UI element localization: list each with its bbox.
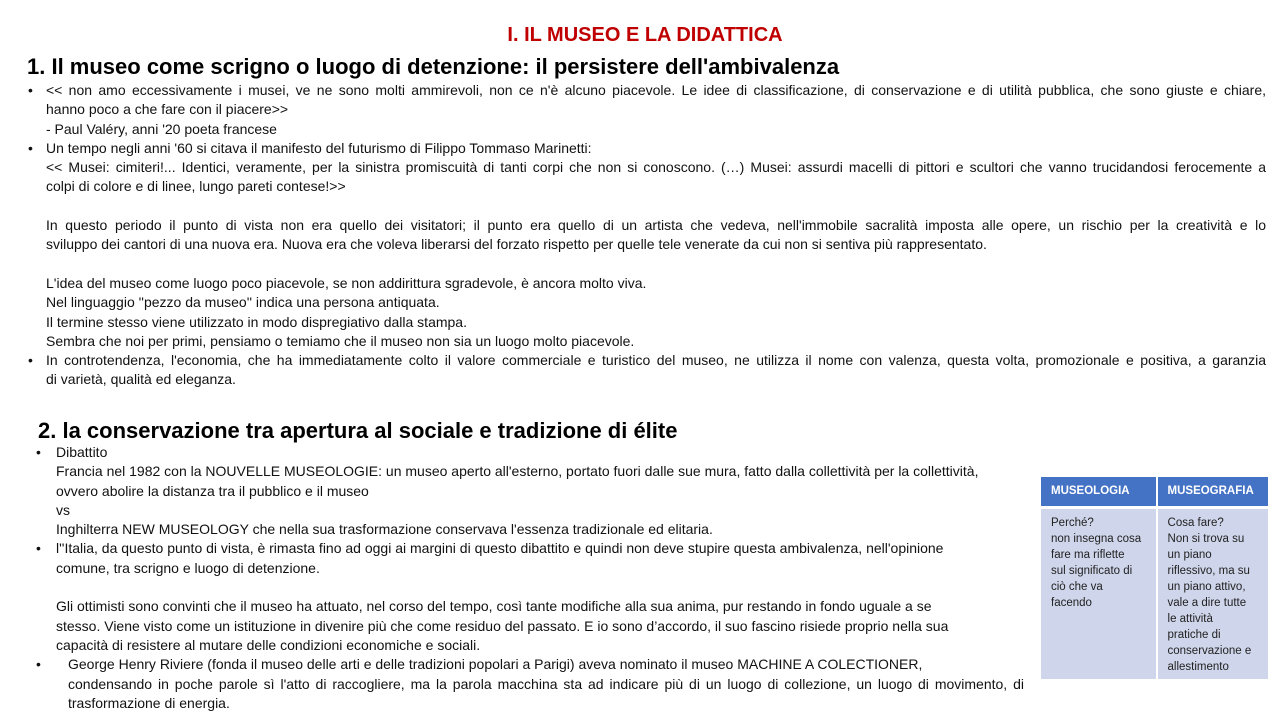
bullet-item [26, 139, 1266, 351]
text-line: colpi di colore e di linee, lungo pareti contese!>> [46, 178, 346, 195]
text-line: hanno poco a che fare con il piacere>> [46, 101, 289, 118]
text-line: di varietà, qualità ed eleganza. [46, 371, 236, 388]
cell-line: conservazione e [1167, 644, 1252, 657]
cell-line: sul significato di [1051, 564, 1133, 577]
section-2-body [34, 443, 1024, 713]
text-line: Nel linguaggio ''pezzo da museo'' indica una persona antiquata. [46, 294, 440, 311]
cell-line: Perché? [1051, 516, 1094, 529]
bullet-icon: • [28, 82, 33, 98]
cell-line: un piano attivo, [1167, 580, 1246, 593]
text-line: vs [56, 501, 70, 518]
text-line: Dibattito [56, 444, 108, 460]
bullet-item [26, 81, 1266, 139]
bullet-icon: • [36, 444, 41, 460]
bullet-item [34, 443, 1024, 539]
blank-line [46, 255, 1266, 274]
bullet-item [34, 539, 1024, 655]
cell-line: Cosa fare? [1167, 516, 1224, 529]
text-line: Il termine stesso viene utilizzato in modo dispregiativo dalla stampa. [46, 313, 467, 330]
text-line: Un tempo negli anni '60 si citava il manifesto del futurismo di Filippo Tommaso Marinetti: [46, 139, 592, 156]
cell-line: vale a dire tutte [1167, 596, 1247, 609]
bullet-icon: • [36, 656, 41, 673]
text-line: Sembra che noi per primi, pensiamo o temiamo che il museo non sia un luogo molto piacevole. [46, 332, 635, 349]
comparison-table [1041, 477, 1268, 679]
cell-line: pratiche di [1167, 628, 1221, 641]
text-line: Inghilterra NEW MUSEOLOGY che nella sua trasformazione conservava l'essenza tradizionale ed elitaria. [56, 521, 713, 538]
section-2-heading: 2. la conservazione tra apertura al sociale e tradizione di élite [38, 418, 678, 443]
text-line: Francia nel 1982 con la NOUVELLE MUSEOLOGIE: un museo aperto all'esterno, portato fuori dalle sue mura, fatto dalla collettività per la collettività, [56, 463, 979, 480]
bullet-icon: • [36, 540, 41, 557]
text-line: L'idea del museo come luogo poco piacevole, se non addirittura sgradevole, è ancora molto viva. [46, 274, 647, 291]
cell-line: ciò che va [1051, 580, 1103, 593]
cell-line: riflessivo, ma su [1167, 564, 1250, 577]
bullet-icon: • [28, 139, 33, 156]
header-museologia: MUSEOLOGIA [1041, 477, 1157, 507]
blank-line [46, 197, 1266, 216]
text-line: In controtendenza, l'economia, che ha immediatamente colto il valore commerciale e turistico del museo, ne utilizza il nome con valenza, questa volta, promozionale e positiva, a garanzia [46, 352, 1266, 369]
cell-line: allestimento [1167, 660, 1229, 673]
bullet-item [34, 655, 1024, 713]
cell-line: Non si trova su [1167, 532, 1245, 545]
cell-line: un piano [1167, 548, 1212, 561]
blank-line [56, 578, 1024, 597]
text-line: sviluppo dei cantori di una nuova era. Nuova era che voleva liberarsi del forzato rispetto per quelle tele venerate da cui non si sentiva più rappresentato. [46, 236, 987, 253]
section-1-body [26, 81, 1266, 390]
cell-museografia [1157, 507, 1268, 679]
text-line: condensando in poche parole sì l'atto di raccogliere, ma la parola macchina sta ad indicare più di un luogo di collezione, un luogo di movimento, di [68, 675, 1024, 692]
cell-line: non insegna cosa [1051, 532, 1142, 545]
text-line: << non amo eccessivamente i musei, ve ne sono molti ammirevoli, non ce n'è alcuno piacevole. Le idee di classificazione, di conservazione e di utilità pubblica, che sono giuste e chiare, [46, 82, 1266, 98]
text-line: stesso. Viene visto come un istituzione in divenire più che come residuo del passato. E io sono d’accordo, il suo fascino risiede proprio nella sua [56, 617, 949, 634]
text-line: In questo periodo il punto di vista non era quello dei visitatori; il punto era quello di un artista che vedeva, nell'immobile sacralità imposta alle opere, un rischio per la creatività e lo [46, 217, 1266, 234]
text-line: ovvero abolire la distanza tra il pubblico e il museo [56, 482, 369, 499]
cell-line: le attività [1167, 612, 1213, 625]
cell-museologia [1041, 507, 1157, 679]
table-header-row [1041, 477, 1268, 507]
text-line: l''Italia, da questo punto di vista, è rimasta fino ad oggi ai margini di questo dibattito e quindi non deve stupire questa ambivalenza, nell'opinione [56, 540, 944, 557]
text-line: - Paul Valéry, anni '20 poeta francese [46, 120, 277, 137]
cell-line: fare ma riflette [1051, 548, 1125, 561]
text-line: Gli ottimisti sono convinti che il museo ha attuato, nel corso del tempo, così tante modifiche alla sua anima, pur restando in fondo uguale a se [56, 598, 932, 615]
section-1-heading: 1. Il museo come scrigno o luogo di detenzione: il persistere dell'ambivalenza [27, 54, 840, 79]
cell-line: facendo [1051, 596, 1092, 609]
header-museografia: MUSEOGRAFIA [1157, 477, 1268, 507]
bullet-icon: • [28, 352, 33, 369]
slide-title: I. IL MUSEO E LA DIDATTICA [507, 24, 783, 46]
table-row [1041, 507, 1268, 679]
text-line: comune, tra scrigno e luogo di detenzione. [56, 559, 320, 576]
text-line: trasformazione di energia. [68, 694, 230, 711]
text-line: capacità di resistere al mutare delle condizioni economiche e sociali. [56, 636, 481, 653]
bullet-item [26, 351, 1266, 390]
text-line: << Musei: cimiteri!... Identici, veramente, per la sinistra promiscuità di tanti corpi che non si conoscono. (…) Musei: assurdi macelli di pittori e scultori che vanno trucidandosi ferocemente a [46, 159, 1266, 176]
text-line: George Henry Riviere (fonda il museo delle arti e delle tradizioni popolari a Parigi) aveva nominato il museo MACHINE A COLECTIONER, [68, 656, 923, 673]
